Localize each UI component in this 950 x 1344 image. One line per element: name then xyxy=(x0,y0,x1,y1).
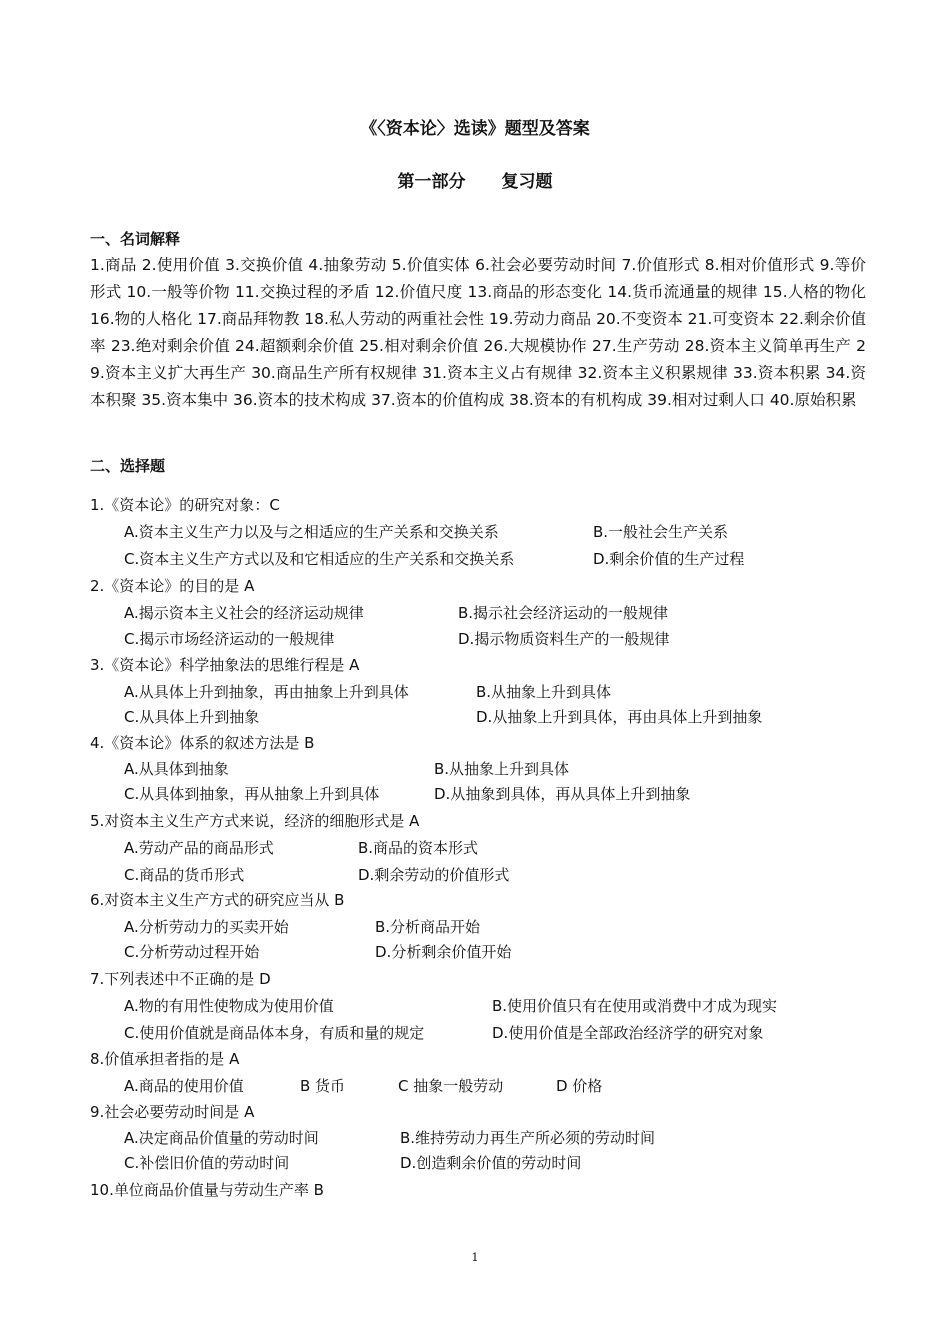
q7-option-b: B.使用价值只有在使用或消费中才成为现实 xyxy=(492,997,778,1015)
q6-option-b: B.分析商品开始 xyxy=(375,918,481,936)
q2-option-d: D.揭示物质资料生产的一般规律 xyxy=(458,630,670,648)
q5-option-a: A.劳动产品的商品形式 xyxy=(124,839,274,857)
part-title xyxy=(0,167,950,192)
q1-option-b: B.一般社会生产关系 xyxy=(593,523,729,541)
q3-option-b: B.从抽象上升到具体 xyxy=(476,683,612,701)
q9-option-b: B.维持劳动力再生产所必须的劳动时间 xyxy=(400,1129,656,1147)
q1-option-c: C.资本主义生产方式以及和它相适应的生产关系和交换关系 xyxy=(124,550,515,568)
section-heading-terms: 一、名词解释 xyxy=(90,230,181,248)
terms-paragraph: 1.商品 2.使用价值 3.交换价值 4.抽象劳动 5.价值实体 6.社会必要劳动时间 7.价值形式 8.相对价值形式 9.等价形式 10.一般等价物 11.交换过程的矛盾 12.价值尺度 13.商品的形态变化 14.货币流通量的规律 15.人格的物化 16.物的人格化 17.商品拜物教 18.私人劳动的两重社会性 19.劳动力商品 20.不变资本 21.可变资本 22.剩余价值率 23.绝对剩余价值 24.超额剩余价值 25.相对剩余价值 26.大规模协作 27.生产劳动 28.资本主义简单再生产 29.资本主义扩大再生产 30.商品生产所有权规律 31.资本主义占有规律 32.资本主义积累规律 33.资本积累 34.资本积聚 35.资本集中 36.资本的技术构成 37.资本的价值构成 38.资本的有机构成 39.相对过剩人口 40.原始积累 xyxy=(90,256,866,409)
q4-option-d: D.从抽象到具体，再从具体上升到抽象 xyxy=(434,785,691,803)
part-label: 第一部分 xyxy=(397,172,466,192)
q4-option-c: C.从具体到抽象，再从抽象上升到具体 xyxy=(124,785,380,803)
question-2: 2.《资本论》的目的是 A xyxy=(90,577,255,595)
q5-option-c: C.商品的货币形式 xyxy=(124,866,245,884)
page-number: 1 xyxy=(471,1251,479,1264)
q3-option-d: D.从抽象上升到具体，再由具体上升到抽象 xyxy=(476,708,763,726)
question-8: 8.价值承担者指的是 A xyxy=(90,1050,240,1068)
q6-option-c: C.分析劳动过程开始 xyxy=(124,943,260,961)
q2-option-c: C.揭示市场经济运动的一般规律 xyxy=(124,630,335,648)
q1-option-d: D.剩余价值的生产过程 xyxy=(593,550,745,568)
q2-option-b: B.揭示社会经济运动的一般规律 xyxy=(458,604,669,622)
part-name: 复习题 xyxy=(501,172,553,192)
q8-option-d: D 价格 xyxy=(556,1077,603,1095)
question-4: 4.《资本论》体系的叙述方法是 B xyxy=(90,734,315,752)
q3-option-c: C.从具体上升到抽象 xyxy=(124,708,260,726)
question-7: 7.下列表述中不正确的是 D xyxy=(90,970,271,988)
q3-option-a: A.从具体上升到抽象，再由抽象上升到具体 xyxy=(124,683,409,701)
question-5: 5.对资本主义生产方式来说，经济的细胞形式是 A xyxy=(90,812,420,830)
question-9: 9.社会必要劳动时间是 A xyxy=(90,1103,255,1121)
q7-option-a: A.物的有用性使物成为使用价值 xyxy=(124,997,334,1015)
q8-option-c: C 抽象一般劳动 xyxy=(398,1077,504,1095)
q8-option-b: B 货币 xyxy=(300,1077,346,1095)
question-1: 1.《资本论》的研究对象：C xyxy=(90,496,280,514)
question-3: 3.《资本论》科学抽象法的思维行程是 A xyxy=(90,656,360,674)
section-heading-choice: 二、选择题 xyxy=(90,457,166,475)
q1-option-a: A.资本主义生产力以及与之相适应的生产关系和交换关系 xyxy=(124,523,499,541)
q8-option-a: A.商品的使用价值 xyxy=(124,1077,244,1095)
q9-option-c: C.补偿旧价值的劳动时间 xyxy=(124,1154,290,1172)
q5-option-b: B.商品的资本形式 xyxy=(358,839,479,857)
q4-option-a: A.从具体到抽象 xyxy=(124,760,229,778)
q5-option-d: D.剩余劳动的价值形式 xyxy=(358,866,510,884)
q7-option-c: C.使用价值就是商品体本身，有质和量的规定 xyxy=(124,1024,425,1042)
q2-option-a: A.揭示资本主义社会的经济运动规律 xyxy=(124,604,364,622)
q9-option-d: D.创造剩余价值的劳动时间 xyxy=(400,1154,582,1172)
document-title: 《〈资本论〉选读》题型及答案 xyxy=(360,119,590,139)
q7-option-d: D.使用价值是全部政治经济学的研究对象 xyxy=(492,1024,764,1042)
question-10: 10.单位商品价值量与劳动生产率 B xyxy=(90,1181,324,1199)
question-6: 6.对资本主义生产方式的研究应当从 B xyxy=(90,891,345,909)
q4-option-b: B.从抽象上升到具体 xyxy=(434,760,570,778)
q6-option-d: D.分析剩余价值开始 xyxy=(375,943,512,961)
q9-option-a: A.决定商品价值量的劳动时间 xyxy=(124,1129,319,1147)
q6-option-a: A.分析劳动力的买卖开始 xyxy=(124,918,289,936)
